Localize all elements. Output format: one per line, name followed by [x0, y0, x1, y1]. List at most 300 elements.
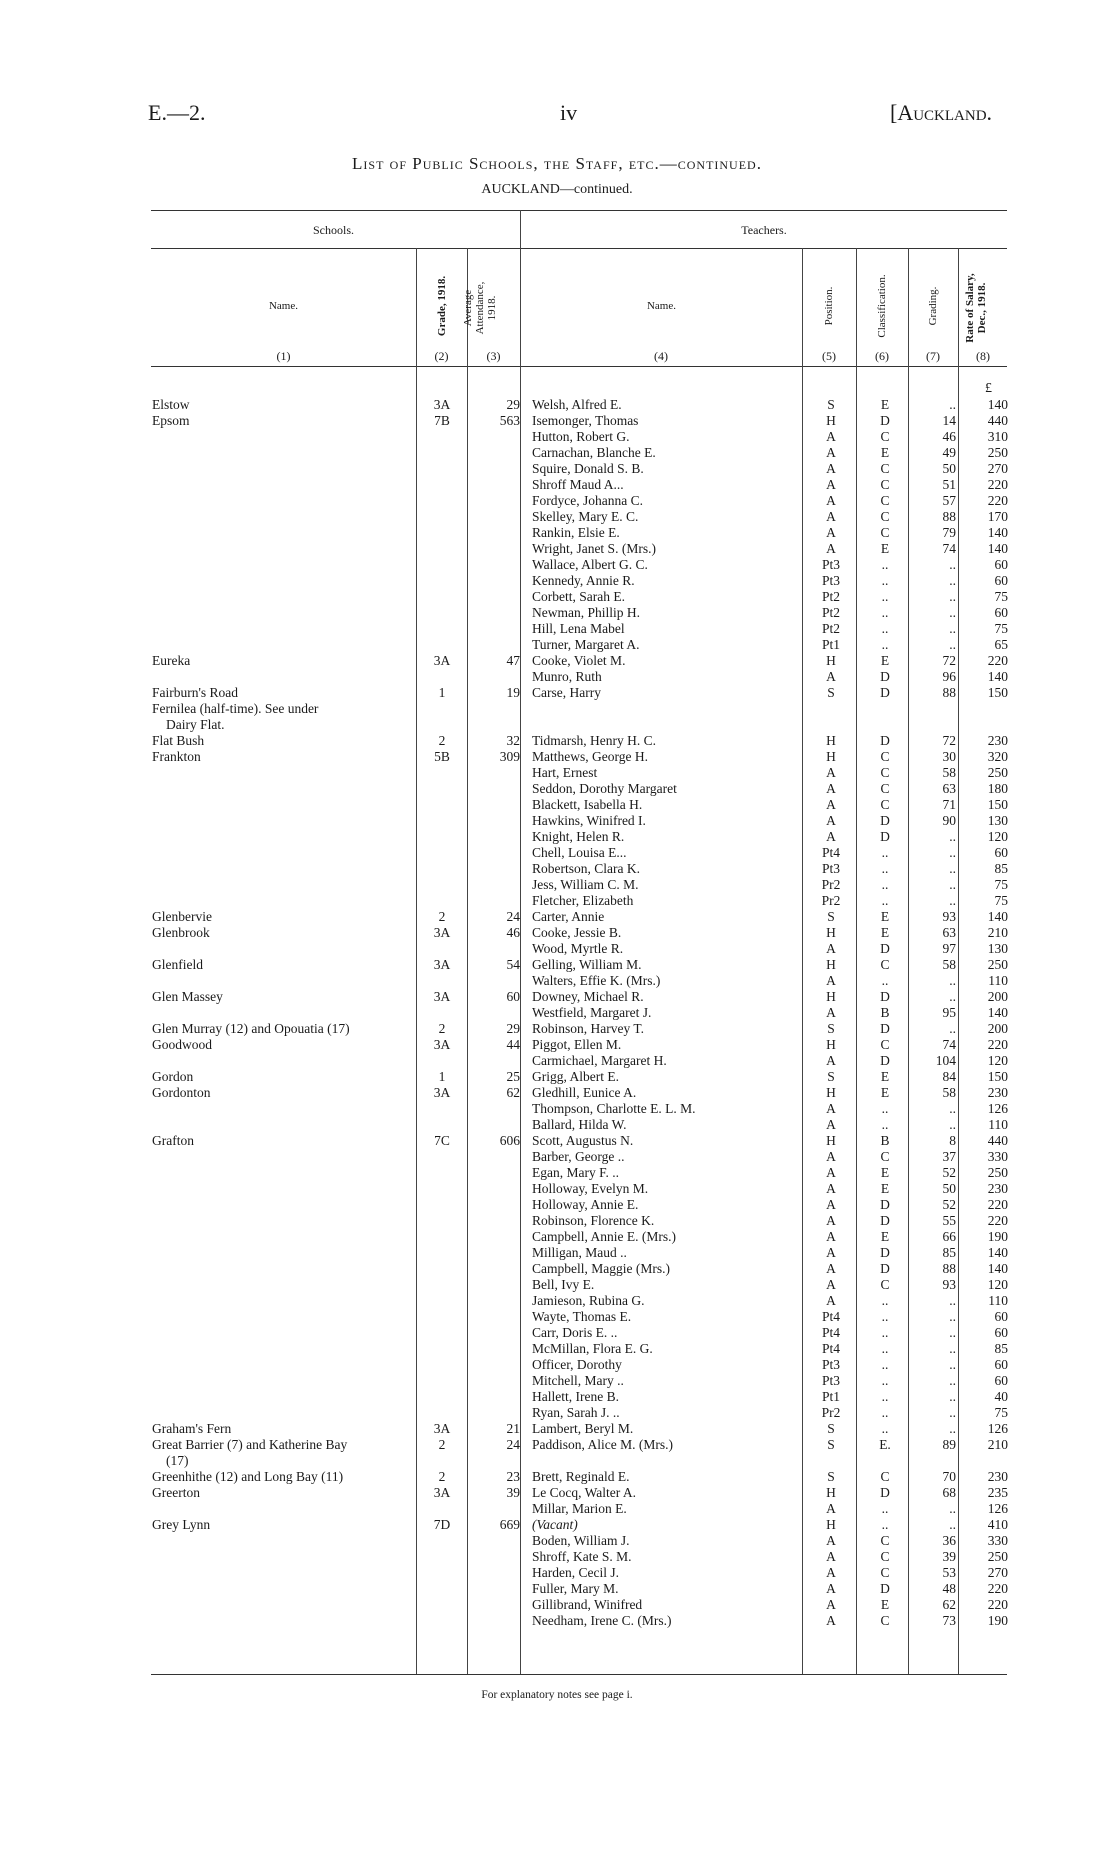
- teacher-name-cell: Munro, Ruth: [532, 669, 602, 684]
- position-cell: Pt4: [821, 1341, 840, 1356]
- table-row: [0, 797, 1114, 813]
- classification-cell: E: [880, 1085, 890, 1100]
- grading-cell: ..: [949, 1101, 956, 1116]
- table-row: [0, 1165, 1114, 1181]
- position-cell: S: [827, 1469, 835, 1484]
- teacher-name-cell: Kennedy, Annie R.: [532, 573, 635, 588]
- grade-cell: 3A: [433, 1037, 451, 1052]
- salary-cell: 60: [994, 557, 1008, 572]
- school-name-cell: Glen Murray (12) and Opouatia (17): [152, 1021, 350, 1036]
- classification-cell: B: [880, 1133, 890, 1148]
- position-cell: H: [826, 957, 836, 972]
- grading-cell: ..: [949, 557, 956, 572]
- table-row: [0, 1581, 1114, 1597]
- classification-cell: ..: [881, 1389, 889, 1404]
- table-row: [0, 493, 1114, 509]
- position-cell: A: [826, 525, 836, 540]
- salary-cell: 220: [987, 477, 1008, 492]
- table-row: [0, 909, 1114, 925]
- grading-cell: 79: [942, 525, 956, 540]
- classification-cell: E: [880, 1069, 890, 1084]
- grading-cell: ..: [949, 893, 956, 908]
- classification-cell: E: [880, 1165, 890, 1180]
- position-cell: H: [826, 1037, 836, 1052]
- teacher-name-cell: Le Cocq, Walter A.: [532, 1485, 637, 1500]
- position-cell: A: [826, 493, 836, 508]
- table-row: [0, 477, 1114, 493]
- position-cell: H: [826, 413, 836, 428]
- table-row: [0, 941, 1114, 957]
- position-cell: A: [826, 1533, 836, 1548]
- teacher-name-cell: Bell, Ivy E.: [532, 1277, 595, 1292]
- grading-cell: 97: [942, 941, 956, 956]
- salary-cell: 220: [987, 1213, 1008, 1228]
- attendance-cell: 563: [499, 413, 520, 428]
- grading-cell: 84: [942, 1069, 956, 1084]
- position-cell: A: [826, 1165, 836, 1180]
- school-name-header: Name.: [268, 300, 298, 312]
- grading-cell: 66: [942, 1229, 956, 1244]
- table-row: [0, 653, 1114, 669]
- grade-cell: 3A: [433, 925, 451, 940]
- column-number: (1): [276, 349, 291, 363]
- classification-cell: E: [880, 909, 890, 924]
- grading-cell: 36: [942, 1533, 956, 1548]
- classification-cell: C: [880, 1533, 890, 1548]
- salary-cell: 250: [987, 957, 1008, 972]
- teacher-name-cell: Barber, George ..: [532, 1149, 625, 1164]
- classification-cell: ..: [881, 1517, 889, 1532]
- position-cell: A: [826, 1197, 836, 1212]
- position-cell: Pt3: [821, 1357, 840, 1372]
- grade-cell: 7B: [434, 413, 450, 428]
- classification-cell: ..: [881, 1309, 889, 1324]
- classification-cell: D: [880, 1197, 890, 1212]
- position-cell: H: [826, 733, 836, 748]
- grade-cell: 3A: [433, 1085, 451, 1100]
- salary-cell: 75: [994, 589, 1008, 604]
- classification-cell: ..: [881, 557, 889, 572]
- classification-cell: D: [880, 733, 890, 748]
- grading-cell: 63: [942, 925, 956, 940]
- grading-header: Grading.: [927, 286, 939, 326]
- classification-cell: D: [880, 669, 890, 684]
- position-cell: A: [826, 973, 836, 988]
- position-cell: H: [826, 1085, 836, 1100]
- teacher-name-cell: Hill, Lena Mabel: [532, 621, 625, 636]
- teacher-name-cell: Ballard, Hilda W.: [532, 1117, 627, 1132]
- salary-cell: 230: [987, 1469, 1008, 1484]
- classification-cell: C: [880, 797, 890, 812]
- attendance-cell: 54: [506, 957, 520, 972]
- grading-cell: ..: [949, 1501, 956, 1516]
- table-row: [0, 1261, 1114, 1277]
- classification-cell: E: [880, 445, 890, 460]
- classification-cell: D: [880, 1213, 890, 1228]
- salary-cell: 60: [994, 1373, 1008, 1388]
- salary-cell: 110: [988, 973, 1008, 988]
- grading-cell: ..: [949, 1405, 956, 1420]
- position-cell: A: [826, 1277, 836, 1292]
- grading-cell: ..: [949, 845, 956, 860]
- teacher-name-cell: Ryan, Sarah J. ..: [532, 1405, 620, 1420]
- salary-cell: 270: [987, 461, 1008, 476]
- position-cell: S: [827, 1421, 835, 1436]
- teacher-name-cell: Paddison, Alice M. (Mrs.): [532, 1437, 673, 1452]
- table-row: [0, 685, 1114, 701]
- table-row: [0, 621, 1114, 637]
- salary-cell: 65: [994, 637, 1008, 652]
- classification-cell: C: [880, 765, 890, 780]
- attendance-cell: 44: [506, 1037, 520, 1052]
- salary-cell: 150: [987, 1069, 1008, 1084]
- teacher-name-cell: Wood, Myrtle R.: [532, 941, 624, 956]
- table-row: [0, 589, 1114, 605]
- salary-cell: 440: [987, 413, 1008, 428]
- position-cell: Pr2: [821, 893, 841, 908]
- teacher-name-cell: Hart, Ernest: [532, 765, 598, 780]
- grading-cell: 96: [942, 669, 956, 684]
- grading-cell: 14: [942, 413, 956, 428]
- salary-cell: 250: [987, 1549, 1008, 1564]
- position-cell: A: [826, 1245, 836, 1260]
- position-cell: A: [826, 781, 836, 796]
- grading-cell: 74: [942, 541, 956, 556]
- teacher-name-cell: Gelling, William M.: [532, 957, 642, 972]
- position-cell: Pt2: [821, 589, 840, 604]
- grading-cell: 50: [942, 1181, 956, 1196]
- teacher-name-cell: Chell, Louisa E...: [532, 845, 627, 860]
- grading-cell: ..: [949, 637, 956, 652]
- position-cell: A: [826, 445, 836, 460]
- classification-cell: C: [880, 477, 890, 492]
- table-row: [0, 1341, 1114, 1357]
- grading-cell: 58: [942, 765, 956, 780]
- school-name-cell: Greerton: [152, 1485, 200, 1500]
- position-cell: A: [826, 1613, 836, 1628]
- table-row: [0, 1309, 1114, 1325]
- classification-cell: ..: [881, 1357, 889, 1372]
- classification-cell: C: [880, 1037, 890, 1052]
- school-name-cell: Grafton: [152, 1133, 194, 1148]
- teacher-name-cell: Hallett, Irene B.: [532, 1389, 619, 1404]
- grade-cell: 3A: [433, 397, 451, 412]
- salary-cell: 110: [988, 1293, 1008, 1308]
- grading-cell: 62: [942, 1597, 956, 1612]
- page-subtitle: AUCKLAND—continued.: [481, 182, 633, 197]
- position-cell: Pt3: [821, 573, 840, 588]
- grading-cell: ..: [949, 1117, 956, 1132]
- table-row: [0, 397, 1114, 413]
- salary-cell: 190: [987, 1613, 1008, 1628]
- position-cell: Pr2: [821, 1405, 841, 1420]
- table-row: [0, 989, 1114, 1005]
- grading-cell: 53: [942, 1565, 956, 1580]
- position-cell: A: [826, 1549, 836, 1564]
- position-cell: A: [826, 813, 836, 828]
- position-cell: S: [827, 909, 835, 924]
- table-row: [0, 829, 1114, 845]
- page-title: List of Public Schools, the Staff, etc.—continued.: [352, 154, 762, 173]
- teacher-name-cell: Isemonger, Thomas: [532, 413, 639, 428]
- grading-cell: 48: [942, 1581, 956, 1596]
- classification-cell: ..: [881, 573, 889, 588]
- grading-cell: ..: [949, 1021, 956, 1036]
- teacher-name-cell: Corbett, Sarah E.: [532, 589, 625, 604]
- grading-cell: 71: [942, 797, 956, 812]
- classification-cell: ..: [881, 1421, 889, 1436]
- table-row: [0, 1021, 1114, 1037]
- position-cell: A: [826, 1213, 836, 1228]
- teacher-name-header: Name.: [646, 300, 676, 312]
- table-row: [0, 461, 1114, 477]
- table-row: [0, 1421, 1114, 1437]
- classification-cell: E: [880, 1229, 890, 1244]
- classification-cell: ..: [881, 1341, 889, 1356]
- position-cell: A: [826, 1581, 836, 1596]
- salary-cell: 120: [987, 829, 1008, 844]
- salary-cell: 220: [987, 493, 1008, 508]
- attendance-cell: 24: [506, 909, 520, 924]
- position-cell: Pr2: [821, 877, 841, 892]
- position-cell: A: [826, 1597, 836, 1612]
- attendance-cell: 23: [506, 1469, 520, 1484]
- teacher-name-cell: (Vacant): [532, 1517, 578, 1532]
- table-row: [0, 1037, 1114, 1053]
- currency-symbol: £: [985, 381, 992, 396]
- classification-cell: D: [880, 1053, 890, 1068]
- position-cell: A: [826, 797, 836, 812]
- salary-cell: 330: [987, 1149, 1008, 1164]
- classification-cell: D: [880, 1245, 890, 1260]
- salary-cell: 130: [987, 813, 1008, 828]
- attendance-cell: 39: [506, 1485, 520, 1500]
- grading-cell: ..: [949, 1373, 956, 1388]
- salary-cell: 220: [987, 653, 1008, 668]
- school-name-cell: Greenhithe (12) and Long Bay (11): [152, 1469, 344, 1484]
- page-code: E.—2.: [148, 100, 206, 125]
- teacher-name-cell: Robertson, Clara K.: [532, 861, 640, 876]
- table-row: [0, 1181, 1114, 1197]
- salary-cell: 230: [987, 1085, 1008, 1100]
- table-row: [0, 1197, 1114, 1213]
- grading-cell: 90: [942, 813, 956, 828]
- grading-cell: 58: [942, 957, 956, 972]
- attendance-cell: 29: [506, 397, 520, 412]
- salary-cell: 85: [994, 1341, 1008, 1356]
- salary-cell: 230: [987, 733, 1008, 748]
- position-cell: A: [826, 765, 836, 780]
- grade-cell: 2: [438, 1469, 446, 1484]
- salary-cell: 40: [994, 1389, 1008, 1404]
- classification-cell: ..: [881, 1405, 889, 1420]
- classification-cell: B: [880, 1005, 890, 1020]
- salary-cell: 126: [987, 1101, 1008, 1116]
- classification-cell: D: [880, 989, 890, 1004]
- teacher-name-cell: Robinson, Florence K.: [532, 1213, 655, 1228]
- position-cell: A: [826, 1053, 836, 1068]
- grading-cell: 104: [935, 1053, 956, 1068]
- attendance-cell: 19: [506, 685, 520, 700]
- page-number: iv: [560, 100, 578, 125]
- salary-cell: 310: [987, 429, 1008, 444]
- salary-cell: 210: [987, 925, 1008, 940]
- grading-cell: 37: [942, 1149, 956, 1164]
- teacher-name-cell: Wayte, Thomas E.: [532, 1309, 632, 1324]
- table-top-rule: [151, 210, 1007, 211]
- school-name-cell: Flat Bush: [152, 733, 205, 748]
- table-row: [0, 1005, 1114, 1021]
- classification-cell: E: [880, 925, 890, 940]
- classification-cell: C: [880, 781, 890, 796]
- grading-cell: 58: [942, 1085, 956, 1100]
- classification-cell: C: [880, 429, 890, 444]
- grading-cell: 88: [942, 685, 956, 700]
- classification-cell: ..: [881, 1373, 889, 1388]
- teacher-name-cell: Carr, Doris E. ..: [532, 1325, 618, 1340]
- grading-cell: ..: [949, 1517, 956, 1532]
- teacher-name-cell: Egan, Mary F. ..: [532, 1165, 620, 1180]
- table-bottom-rule: [151, 1674, 1007, 1675]
- table-row: [0, 1469, 1114, 1485]
- position-cell: A: [826, 1565, 836, 1580]
- table-row: [0, 973, 1114, 989]
- attendance-cell: 21: [506, 1421, 520, 1436]
- salary-cell: 60: [994, 605, 1008, 620]
- classification-cell: E.: [879, 1437, 891, 1452]
- classification-cell: C: [880, 1565, 890, 1580]
- classification-cell: E: [880, 1181, 890, 1196]
- teacher-name-cell: Lambert, Beryl M.: [532, 1421, 634, 1436]
- teacher-name-cell: Campbell, Annie E. (Mrs.): [532, 1229, 676, 1244]
- school-name-cell: Elstow: [152, 397, 190, 412]
- column-number: (8): [976, 349, 990, 363]
- school-name-cell: Eureka: [152, 653, 191, 668]
- classification-cell: C: [880, 1277, 890, 1292]
- position-cell: A: [826, 461, 836, 476]
- position-cell: Pt2: [821, 605, 840, 620]
- table-row: [0, 1453, 1114, 1469]
- salary-cell: 200: [987, 989, 1008, 1004]
- table-row: [0, 957, 1114, 973]
- salary-cell: 120: [987, 1053, 1008, 1068]
- classification-cell: D: [880, 813, 890, 828]
- school-name-cell: Graham's Fern: [152, 1421, 232, 1436]
- position-cell: A: [826, 829, 836, 844]
- table-row: [0, 525, 1114, 541]
- position-cell: A: [826, 1229, 836, 1244]
- teacher-name-cell: Piggot, Ellen M.: [532, 1037, 622, 1052]
- grading-cell: 51: [942, 477, 956, 492]
- table-row: [0, 1277, 1114, 1293]
- grading-cell: ..: [949, 589, 956, 604]
- teacher-name-cell: Welsh, Alfred E.: [532, 397, 622, 412]
- grading-cell: 70: [942, 1469, 956, 1484]
- school-name-cell: Fernilea (half-time). See under: [152, 701, 319, 716]
- classification-cell: D: [880, 685, 890, 700]
- salary-cell: 320: [987, 749, 1008, 764]
- position-cell: A: [826, 1501, 836, 1516]
- position-cell: S: [827, 685, 835, 700]
- teacher-name-cell: Fordyce, Johanna C.: [532, 493, 643, 508]
- classification-cell: ..: [881, 637, 889, 652]
- school-name-cell: Epsom: [152, 413, 190, 428]
- classification-cell: D: [880, 829, 890, 844]
- school-name-cell: (17): [166, 1453, 189, 1468]
- grading-cell: ..: [949, 1421, 956, 1436]
- grading-cell: 74: [942, 1037, 956, 1052]
- table-row: [0, 1085, 1114, 1101]
- grading-cell: 8: [949, 1133, 956, 1148]
- table-row: [0, 1533, 1114, 1549]
- salary-cell: 140: [987, 1005, 1008, 1020]
- table-row: [0, 1213, 1114, 1229]
- position-cell: H: [826, 925, 836, 940]
- school-name-cell: Gordon: [152, 1069, 194, 1084]
- grade-cell: 7C: [434, 1133, 450, 1148]
- grading-cell: ..: [949, 877, 956, 892]
- school-name-cell: Glenbrook: [152, 925, 210, 940]
- table-row: [0, 557, 1114, 573]
- salary-cell: 220: [987, 1597, 1008, 1612]
- grading-cell: ..: [949, 829, 956, 844]
- salary-cell: 140: [987, 397, 1008, 412]
- salary-cell: 220: [987, 1581, 1008, 1596]
- grading-cell: 68: [942, 1485, 956, 1500]
- grading-cell: 72: [942, 733, 956, 748]
- table-row: [0, 1613, 1114, 1629]
- position-cell: Pt1: [821, 1389, 840, 1404]
- position-cell: Pt3: [821, 557, 840, 572]
- teacher-name-cell: Fuller, Mary M.: [532, 1581, 619, 1596]
- salary-cell: 140: [987, 541, 1008, 556]
- salary-cell: 60: [994, 573, 1008, 588]
- position-cell: S: [827, 397, 835, 412]
- classification-cell: C: [880, 509, 890, 524]
- teacher-name-cell: Fletcher, Elizabeth: [532, 893, 634, 908]
- classification-cell: ..: [881, 589, 889, 604]
- classification-cell: C: [880, 1549, 890, 1564]
- school-name-cell: Glenbervie: [152, 909, 212, 924]
- teachers-group-header: Teachers.: [741, 223, 787, 237]
- grade-cell: 1: [438, 1069, 446, 1084]
- staff-table-body: [0, 397, 1114, 1629]
- attendance-cell: 47: [506, 653, 520, 668]
- school-name-cell: Glen Massey: [152, 989, 223, 1004]
- grading-cell: 39: [942, 1549, 956, 1564]
- classification-cell: E: [880, 1597, 890, 1612]
- teacher-name-cell: McMillan, Flora E. G.: [532, 1341, 653, 1356]
- classification-cell: ..: [881, 1293, 889, 1308]
- position-cell: A: [826, 669, 836, 684]
- table-row: [0, 1101, 1114, 1117]
- salary-cell: 75: [994, 877, 1008, 892]
- table-row: [0, 1485, 1114, 1501]
- salary-cell: 270: [987, 1565, 1008, 1580]
- classification-cell: C: [880, 461, 890, 476]
- footnote: For explanatory notes see page i.: [481, 1689, 633, 1701]
- grade-cell: 3A: [433, 1421, 451, 1436]
- attendance-cell: 25: [506, 1069, 520, 1084]
- classification-cell: ..: [881, 861, 889, 876]
- classification-cell: C: [880, 493, 890, 508]
- column-header-rule: [151, 366, 1007, 367]
- table-row: [0, 1549, 1114, 1565]
- school-name-cell: Grey Lynn: [152, 1517, 211, 1532]
- grading-cell: ..: [949, 1325, 956, 1340]
- attendance-cell: 606: [499, 1133, 520, 1148]
- school-name-cell: Dairy Flat.: [166, 717, 225, 732]
